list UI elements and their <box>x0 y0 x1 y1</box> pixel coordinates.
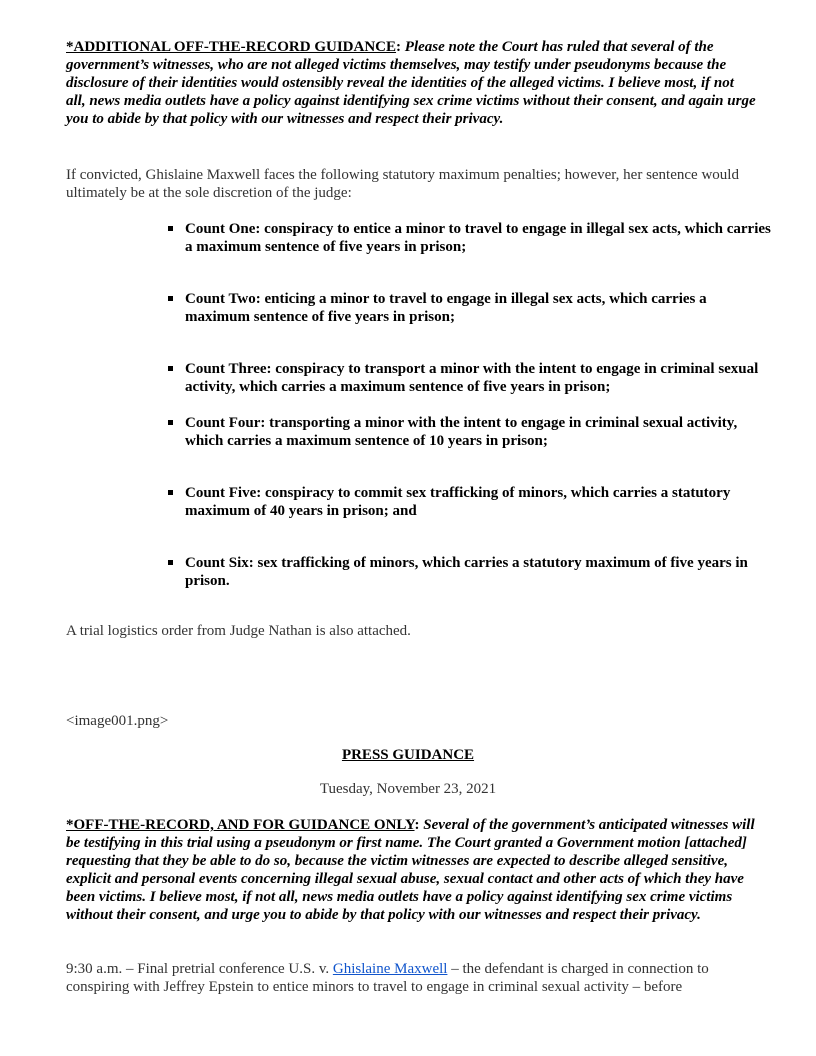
count-item-one: Count One: conspiracy to entice a minor to travel to engage in illegal sex acts, which carries a maximum sentence of five years in prison; <box>168 220 775 256</box>
additional-guidance-paragraph <box>66 38 756 128</box>
image-placeholder: <image001.png> <box>66 713 169 729</box>
off-record-label: *OFF-THE-RECORD, AND FOR GUIDANCE ONLY <box>66 817 415 833</box>
schedule-suffix: – the defendant is charged in connection to conspiring with Jeffrey Epstein to entice minors to travel to engage in criminal sexual activity – before <box>66 961 709 995</box>
additional-guidance-text: Please note the Court has ruled that several of the government’s witnesses, who are not alleged victims themselves, may testify under pseudonyms because the disclosure of their identities would ostensibly reveal the identities of the alleged victims. I believe most, if not all, news media outlets have a policy against identifying sex crime victims without their consent, and again urge you to abide by that policy with our witnesses and respect their privacy. <box>66 39 756 127</box>
penalties-intro: If convicted, Ghislaine Maxwell faces the following statutory maximum penalties; however, her sentence would ultimately be at the sole discretion of the judge: <box>66 167 739 201</box>
count-item-six: Count Six: sex trafficking of minors, which carries a statutory maximum of five years in prison. <box>168 554 775 590</box>
schedule-entry <box>66 960 756 996</box>
off-record-text: Several of the government’s anticipated witnesses will be testifying in this trial using a pseudonym or first name. The Court granted a Government motion [attached] requesting that they be able to do so, because the victim witnesses are expected to describe alleged sensitive, explicit and personal events concerning illegal sexual abuse, sexual contact and other acts of which they have been victims. I believe most, if not all, news media outlets have a policy against identifying sex crime victims without their consent, and urge you to abide by that policy with our witnesses and respect their privacy. <box>66 817 755 923</box>
logistics-note: A trial logistics order from Judge Nathan is also attached. <box>66 623 411 639</box>
schedule-prefix: 9:30 a.m. – Final pretrial conference U.S. v. <box>66 961 333 977</box>
off-record-colon: : <box>414 817 420 833</box>
ghislaine-maxwell-link[interactable]: Ghislaine Maxwell <box>332 961 448 977</box>
press-guidance-date: Tuesday, November 23, 2021 <box>319 781 497 797</box>
count-item-five: Count Five: conspiracy to commit sex trafficking of minors, which carries a statutory maximum of 40 years in prison; and <box>168 484 775 520</box>
count-item-four: Count Four: transporting a minor with the intent to engage in criminal sexual activity, which carries a maximum sentence of 10 years in prison; <box>168 414 775 450</box>
additional-guidance-colon: : <box>396 39 402 55</box>
additional-guidance-label: *ADDITIONAL OFF-THE-RECORD GUIDANCE <box>66 39 397 55</box>
count-item-three: Count Three: conspiracy to transport a minor with the intent to engage in criminal sexual activity, which carries a maximum sentence of five years in prison; <box>168 360 775 396</box>
press-guidance-title: PRESS GUIDANCE <box>341 747 475 763</box>
count-item-two: Count Two: enticing a minor to travel to engage in illegal sex acts, which carries a maximum sentence of five years in prison; <box>168 290 775 326</box>
off-record-paragraph <box>66 816 756 924</box>
